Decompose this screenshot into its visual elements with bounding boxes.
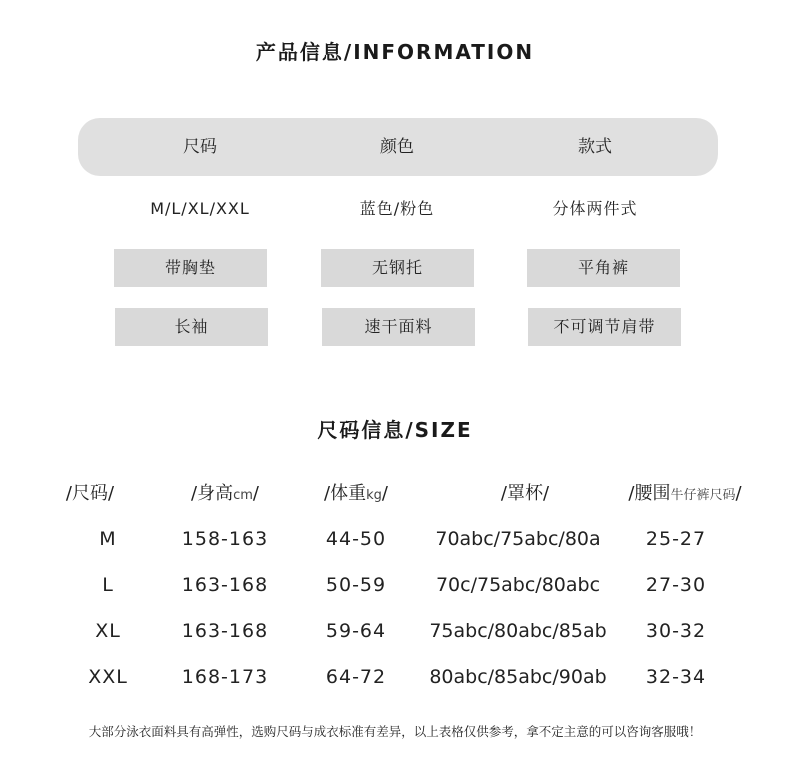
feature-chip: 平角裤 bbox=[527, 249, 680, 287]
size-title: 尺码信息/SIZE bbox=[317, 418, 473, 442]
col-header-waist bbox=[610, 480, 760, 508]
feature-chip: 不可调节肩带 bbox=[528, 308, 681, 346]
table-cell: 80abc/85abc/90ab bbox=[429, 666, 607, 688]
feature-chip: 长袖 bbox=[115, 308, 268, 346]
table-cell: 27-30 bbox=[645, 574, 707, 596]
table-cell: 32-34 bbox=[645, 666, 707, 688]
table-cell: M bbox=[99, 528, 117, 550]
value-sizes: M/L/XL/XXL bbox=[150, 199, 250, 218]
table-cell: XXL bbox=[88, 666, 128, 688]
table-cell: L bbox=[102, 574, 114, 596]
col-header-suffix: / bbox=[735, 483, 742, 504]
info-title: 产品信息/INFORMATION bbox=[255, 40, 535, 64]
header-style: 款式 bbox=[578, 137, 612, 157]
table-cell: 163-168 bbox=[181, 620, 269, 642]
col-header-label: /体重 bbox=[324, 483, 367, 504]
value-colors: 蓝色/粉色 bbox=[359, 199, 435, 218]
table-cell: 25-27 bbox=[645, 528, 707, 550]
feature-chip: 带胸垫 bbox=[114, 249, 267, 287]
table-cell: XL bbox=[95, 620, 121, 642]
header-size: 尺码 bbox=[183, 137, 217, 157]
header-color: 颜色 bbox=[380, 137, 414, 157]
table-cell: 50-59 bbox=[325, 574, 387, 596]
footnote: 大部分泳衣面料具有高弹性，选购尺码与成衣标准有差异，以上表格仅供参考，拿不定主意的可以咨询客服哦！ bbox=[88, 724, 702, 739]
table-cell: 163-168 bbox=[181, 574, 269, 596]
table-cell: 30-32 bbox=[645, 620, 707, 642]
table-cell: 64-72 bbox=[325, 666, 387, 688]
col-header-cup bbox=[450, 480, 600, 508]
table-cell: 168-173 bbox=[181, 666, 269, 688]
col-header-height bbox=[160, 480, 290, 508]
feature-chip: 速干面料 bbox=[322, 308, 475, 346]
feature-chip: 无钢托 bbox=[321, 249, 474, 287]
col-header-size bbox=[40, 480, 140, 508]
table-cell: 44-50 bbox=[325, 528, 387, 550]
col-header-unit: cm bbox=[233, 488, 253, 503]
col-header-suffix: / bbox=[252, 483, 259, 504]
col-header-label: /尺码/ bbox=[65, 483, 115, 504]
col-header-unit: 牛仔裤尺码 bbox=[670, 488, 736, 503]
col-header-label: /腰围 bbox=[628, 483, 671, 504]
table-cell: 59-64 bbox=[325, 620, 387, 642]
value-style: 分体两件式 bbox=[552, 199, 638, 218]
table-cell: 158-163 bbox=[181, 528, 269, 550]
table-cell: 75abc/80abc/85ab bbox=[429, 620, 607, 642]
col-header-label: /身高 bbox=[191, 483, 234, 504]
col-header-label: /罩杯/ bbox=[500, 483, 550, 504]
col-header-suffix: / bbox=[381, 483, 388, 504]
table-cell: 70c/75abc/80abc bbox=[435, 574, 601, 596]
col-header-weight bbox=[296, 480, 416, 508]
col-header-unit: kg bbox=[366, 488, 382, 503]
table-cell: 70abc/75abc/80a bbox=[435, 528, 601, 550]
